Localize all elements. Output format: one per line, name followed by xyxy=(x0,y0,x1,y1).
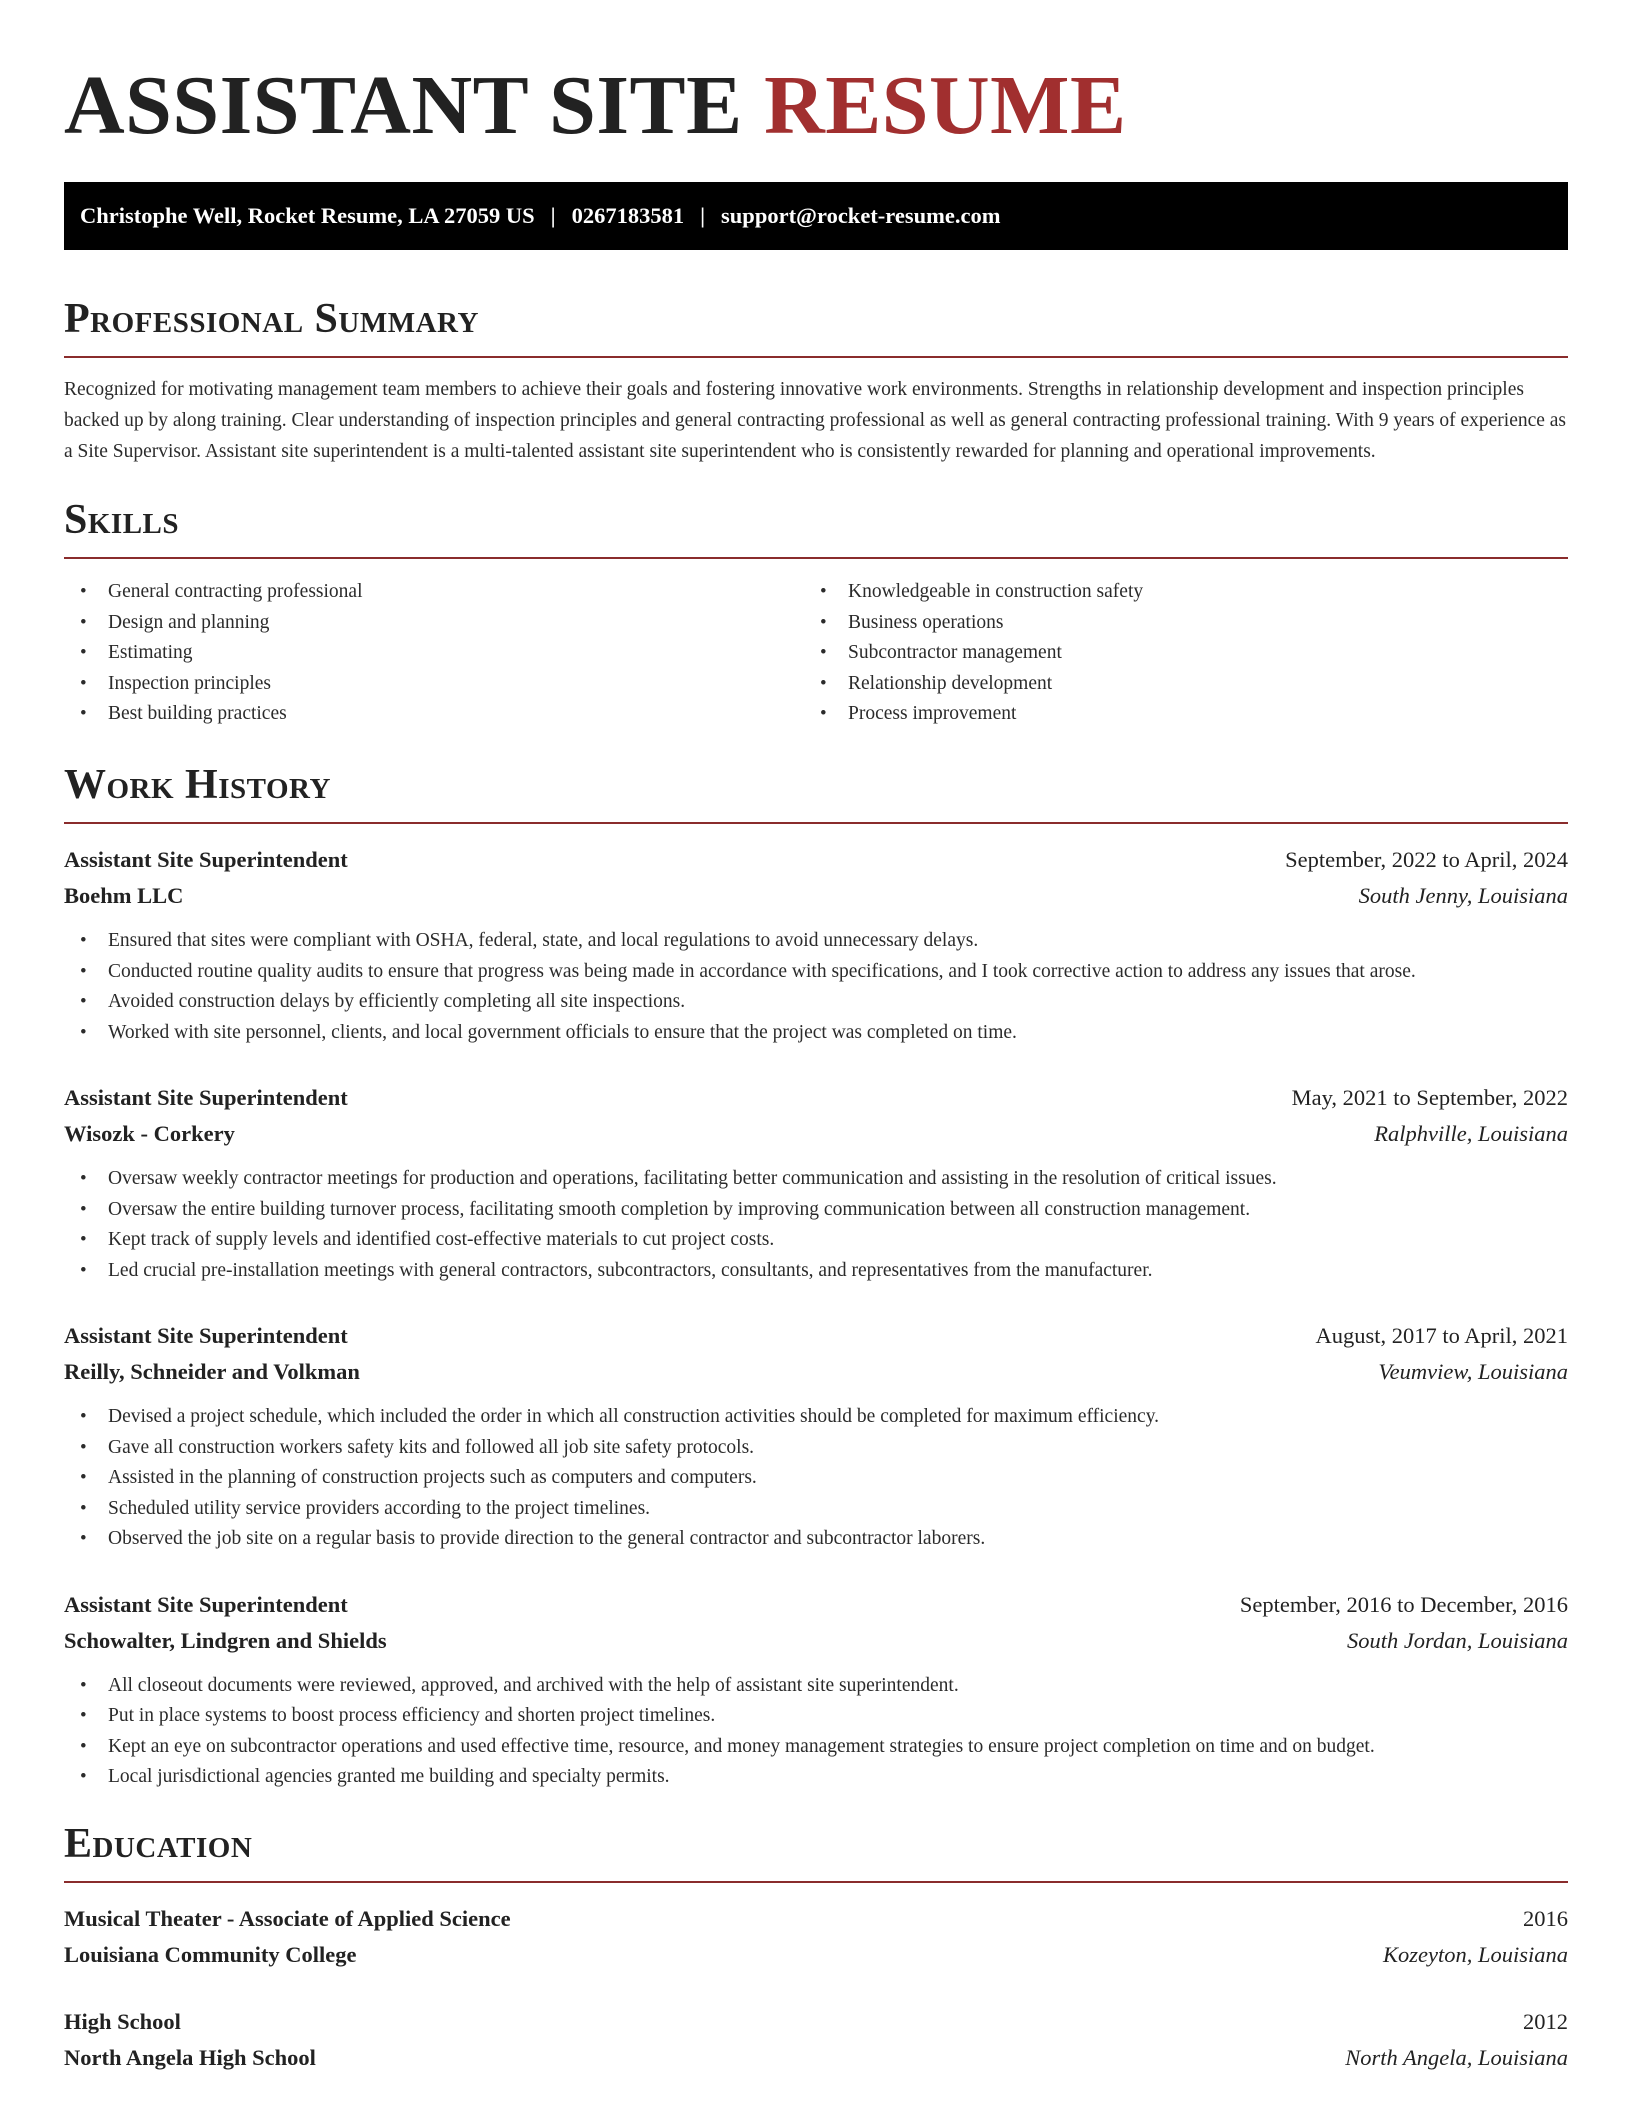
education-subheader xyxy=(64,2040,1568,2076)
skill-item: • Best building practices xyxy=(64,699,804,730)
job-bullet: • Gave all construction workers safety kits and followed all job site safety protocols. xyxy=(64,1433,1568,1464)
skill-item: • Inspection principles xyxy=(64,669,804,700)
skills-list-right xyxy=(804,577,1568,730)
section-title-skills: Skills xyxy=(64,497,180,544)
section-divider xyxy=(64,1881,1568,1883)
contact-phone: 0267183581 xyxy=(571,203,685,228)
education-degree: Musical Theater - Associate of Applied Science xyxy=(64,1905,511,1931)
job-bullet: • Oversaw weekly contractor meetings for production and operations, facilitating better communication and assisting in the resolution of critical issues. xyxy=(64,1164,1568,1195)
summary-section xyxy=(64,296,1568,467)
job-header xyxy=(64,1318,1568,1354)
contact-bar xyxy=(64,182,1568,250)
title-main: ASSISTANT SITE xyxy=(64,59,743,152)
job-subheader xyxy=(64,1623,1568,1659)
job-bullets xyxy=(64,1164,1568,1286)
job-subheader xyxy=(64,878,1568,914)
work-history-section xyxy=(64,762,1568,1793)
contact-address: Christophe Well, Rocket Resume, LA 27059 US xyxy=(80,203,535,228)
job-bullet: • Assisted in the planning of construction projects such as computers and computers. xyxy=(64,1463,1568,1494)
skills-section xyxy=(64,497,1568,730)
job-dates: September, 2022 to April, 2024 xyxy=(1285,847,1568,873)
job-entry xyxy=(64,1587,1568,1793)
section-title-work-history: Work History xyxy=(64,761,331,808)
job-bullet: • Conducted routine quality audits to ensure that progress was being made in accordance with specifications, and I took corrective action to address any issues that arose. xyxy=(64,957,1568,988)
skill-item: • Estimating xyxy=(64,638,804,669)
education-year: 2016 xyxy=(1523,1905,1568,1931)
resume-title xyxy=(64,59,1568,152)
job-entry xyxy=(64,1080,1568,1286)
job-entry xyxy=(64,842,1568,1048)
skill-item: • Subcontractor management xyxy=(804,638,1568,669)
job-location: Ralphville, Louisiana xyxy=(1374,1121,1568,1147)
education-location: North Angela, Louisiana xyxy=(1345,2044,1568,2070)
education-school: Louisiana Community College xyxy=(64,1941,357,1967)
education-header xyxy=(64,2004,1568,2040)
job-bullets xyxy=(64,1402,1568,1555)
job-header xyxy=(64,1080,1568,1116)
job-bullet: • Kept track of supply levels and identified cost-effective materials to cut project costs. xyxy=(64,1225,1568,1256)
skill-item: • Relationship development xyxy=(804,669,1568,700)
job-company: Schowalter, Lindgren and Shields xyxy=(64,1627,387,1653)
job-bullet: • Observed the job site on a regular basis to provide direction to the general contractor and subcontractor laborers. xyxy=(64,1524,1568,1555)
job-dates: August, 2017 to April, 2021 xyxy=(1315,1323,1568,1349)
skill-item: • Design and planning xyxy=(64,608,804,639)
job-bullet: • Avoided construction delays by efficiently completing all site inspections. xyxy=(64,987,1568,1018)
job-title: Assistant Site Superintendent xyxy=(64,847,348,873)
job-location: Veumview, Louisiana xyxy=(1378,1359,1568,1385)
contact-email: support@rocket-resume.com xyxy=(721,203,1001,228)
title-accent: RESUME xyxy=(764,59,1127,152)
job-subheader xyxy=(64,1354,1568,1390)
job-title: Assistant Site Superintendent xyxy=(64,1591,348,1617)
job-bullet: • Worked with site personnel, clients, and local government officials to ensure that the project was completed on time. xyxy=(64,1018,1568,1049)
skill-item: • Process improvement xyxy=(804,699,1568,730)
skill-item: • Business operations xyxy=(804,608,1568,639)
job-bullet: • All closeout documents were reviewed, approved, and archived with the help of assistant site superintendent. xyxy=(64,1671,1568,1702)
skill-item: • Knowledgeable in construction safety xyxy=(804,577,1568,608)
job-bullet: • Local jurisdictional agencies granted me building and specialty permits. xyxy=(64,1762,1568,1793)
contact-separator: | xyxy=(700,203,706,228)
job-company: Reilly, Schneider and Volkman xyxy=(64,1359,360,1385)
job-header xyxy=(64,1587,1568,1623)
job-subheader xyxy=(64,1116,1568,1152)
education-entry xyxy=(64,1901,1568,1973)
job-bullet: • Ensured that sites were compliant with OSHA, federal, state, and local regulations to avoid unnecessary delays. xyxy=(64,926,1568,957)
education-location: Kozeyton, Louisiana xyxy=(1382,1941,1568,1967)
job-dates: May, 2021 to September, 2022 xyxy=(1291,1085,1568,1111)
job-bullet: • Scheduled utility service providers according to the project timelines. xyxy=(64,1494,1568,1525)
education-entry xyxy=(64,2004,1568,2076)
job-bullet: • Put in place systems to boost process efficiency and shorten project timelines. xyxy=(64,1701,1568,1732)
job-bullet: • Devised a project schedule, which included the order in which all construction activities should be completed for maximum efficiency. xyxy=(64,1402,1568,1433)
skills-grid xyxy=(64,577,1568,730)
job-bullet: • Led crucial pre-installation meetings with general contractors, subcontractors, consultants, and representatives from the manufacturer. xyxy=(64,1256,1568,1287)
section-divider xyxy=(64,557,1568,559)
education-header xyxy=(64,1901,1568,1937)
section-title-summary: Professional Summary xyxy=(64,296,479,342)
section-title-education: Education xyxy=(64,1820,253,1867)
education-school: North Angela High School xyxy=(64,2044,316,2070)
job-title: Assistant Site Superintendent xyxy=(64,1323,348,1349)
summary-text: Recognized for motivating management team members to achieve their goals and fostering innovative work environments. Strengths in relationship development and inspection principles backed up by along training. Clear understanding of inspection principles and general contracting professional as well as general contracting professional training. With 9 years of experience as a Site Supervisor. Assistant site superintendent is a multi-talented assistant site superintendent who is consistently rewarded for planning and operational improvements. xyxy=(64,379,1567,463)
job-bullets xyxy=(64,926,1568,1048)
education-year: 2012 xyxy=(1523,2008,1568,2034)
job-bullet: • Oversaw the entire building turnover process, facilitating smooth completion by improving communication between all construction management. xyxy=(64,1195,1568,1226)
skill-item: • General contracting professional xyxy=(64,577,804,608)
education-section xyxy=(64,1821,1568,2076)
job-dates: September, 2016 to December, 2016 xyxy=(1239,1591,1568,1617)
education-degree: High School xyxy=(64,2008,181,2034)
job-location: South Jordan, Louisiana xyxy=(1346,1627,1568,1653)
job-location: South Jenny, Louisiana xyxy=(1358,883,1568,909)
contact-separator: | xyxy=(550,203,556,228)
job-entry xyxy=(64,1318,1568,1555)
job-company: Wisozk - Corkery xyxy=(64,1121,235,1147)
job-bullet: • Kept an eye on subcontractor operations and used effective time, resource, and money management strategies to ensure project completion on time and on budget. xyxy=(64,1732,1568,1763)
section-divider xyxy=(64,822,1568,824)
job-bullets xyxy=(64,1671,1568,1793)
section-divider xyxy=(64,356,1568,358)
skills-list-left xyxy=(64,577,804,730)
job-title: Assistant Site Superintendent xyxy=(64,1085,348,1111)
job-header xyxy=(64,842,1568,878)
education-subheader xyxy=(64,1937,1568,1973)
job-company: Boehm LLC xyxy=(64,883,184,909)
